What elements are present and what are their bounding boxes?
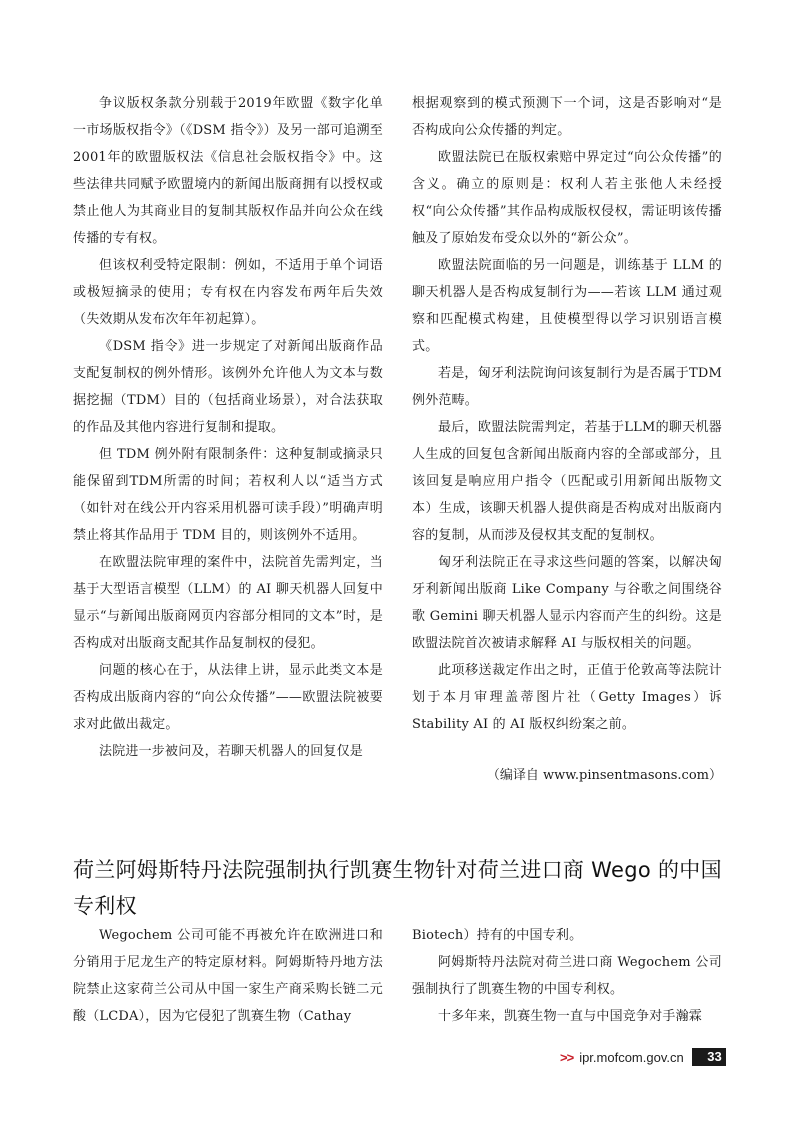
paragraph: Wegochem 公司可能不再被允许在欧洲进口和分销用于尼龙生产的特定原材料。阿姆斯特丹地方法院禁止这家荷兰公司从中国一家生产商采购长链二元酸（LCDA），因为它侵犯了凯赛生物（Cathay [73, 928, 383, 1024]
paragraph: 争议版权条款分别载于2019年欧盟《数字化单一市场版权指令》（《DSM 指令》）及另一部可追溯至2001年的欧盟版权法《信息社会版权指令》中。这些法律共同赋予欧盟境内的新闻出版商拥有以授权或禁止他人为其商业目的复制其版权作品并向公众在线传播的专有权。 [73, 96, 383, 246]
paragraph-continuation: Biotech）持有的中国专利。 [412, 928, 583, 943]
paragraph: 最后，欧盟法院需判定，若基于LLM的聊天机器人生成的回复包含新闻出版商内容的全部或部分，且该回复是响应用户指令（匹配或引用新闻出版物文本）生成，该聊天机器人提供商是否构成对出版商内容的复制，从而涉及侵权其支配的复制权。 [412, 420, 722, 543]
page-footer [560, 1046, 726, 1068]
source-attribution: （编译自 www.pinsentmasons.com） [486, 768, 722, 783]
chevron-right-icon: >> [560, 1049, 574, 1065]
paragraph-continuation: 根据观察到的模式预测下一个词，这是否影响对“是否构成向公众传播的判定。 [412, 96, 722, 138]
footer-site-url[interactable]: ipr.mofcom.gov.cn [579, 1049, 684, 1065]
article2-left-column [73, 922, 383, 1030]
article-headline: 荷兰阿姆斯特丹法院强制执行凯赛生物针对荷兰进口商 Wego 的中国专利权 [73, 858, 722, 918]
paragraph: 匈牙利法院正在寻求这些问题的答案，以解决匈牙利新闻出版商 Like Company 与谷歌之间围绕谷歌 Gemini 聊天机器人显示内容而产生的纠纷。这是欧盟法院首次被请求解释 AI 与版权相关的问题。 [412, 555, 722, 651]
paragraph: 欧盟法院已在版权索赔中界定过“向公众传播”的含义。确立的原则是：权利人若主张他人未经授权“向公众传播”其作品构成版权侵权，需证明该传播触及了原始发布受众以外的“新公众”。 [412, 150, 722, 246]
article1-right-column [412, 90, 722, 738]
paragraph: 法院进一步被问及，若聊天机器人的回复仅是 [99, 744, 364, 759]
paragraph: 在欧盟法院审理的案件中，法院首先需判定，当基于大型语言模型（LLM）的 AI 聊天机器人回复中显示“与新闻出版商网页内容部分相同的文本”时，是否构成对出版商支配其作品复制权的侵犯。 [73, 555, 383, 651]
page-number: 33 [692, 1048, 726, 1066]
paragraph: 但该权利受特定限制：例如，不适用于单个词语或极短摘录的使用；专有权在内容发布两年后失效（失效期从发布次年年初起算）。 [73, 258, 383, 327]
paragraph: 问题的核心在于，从法律上讲，显示此类文本是否构成出版商内容的“向公众传播”——欧盟法院被要求对此做出裁定。 [73, 663, 383, 732]
paragraph: 欧盟法院面临的另一问题是，训练基于 LLM 的聊天机器人是否构成复制行为——若该 LLM 通过观察和匹配模式构建，且使模型得以学习识别语言模式。 [412, 258, 722, 354]
paragraph: 阿姆斯特丹法院对荷兰进口商 Wegochem 公司强制执行了凯赛生物的中国专利权。 [412, 955, 722, 997]
paragraph: 《DSM 指令》进一步规定了对新闻出版商作品支配复制权的例外情形。该例外允许他人为文本与数据挖掘（TDM）目的（包括商业场景），对合法获取的作品及其他内容进行复制和提取。 [73, 339, 383, 435]
article2-right-column [412, 922, 722, 1030]
paragraph: 十多年来，凯赛生物一直与中国竞争对手瀚霖 [438, 1009, 703, 1024]
article1-left-column [73, 90, 383, 765]
paragraph: 若是，匈牙利法院询问该复制行为是否属于TDM 例外范畴。 [412, 366, 722, 408]
paragraph: 但 TDM 例外附有限制条件：这种复制或摘录只能保留到TDM所需的时间；若权利人以“适当方式（如针对在线公开内容采用机器可读手段）”明确声明禁止将其作品用于 TDM 目的，则该例外不适用。 [73, 447, 383, 543]
paragraph: 此项移送裁定作出之时，正值于伦敦高等法院计划于本月审理盖蒂图片社（Getty Images）诉Stability AI 的 AI 版权纠纷案之前。 [412, 663, 722, 732]
